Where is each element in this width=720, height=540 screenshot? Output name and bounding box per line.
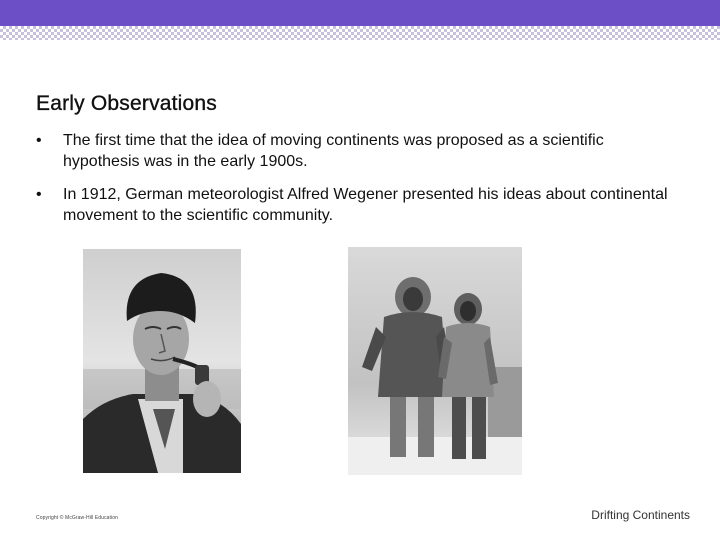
- slide-title: Early Observations: [36, 92, 218, 115]
- portrait-illustration: [83, 249, 241, 473]
- bullet-list: [36, 130, 676, 238]
- header-bar: [0, 0, 720, 26]
- bullet-marker: •: [36, 186, 42, 203]
- bullet-text: In 1912, German meteorologist Alfred Wegener presented his ideas about continental movement to the scientific community.: [63, 186, 668, 224]
- expedition-photo: [348, 247, 522, 475]
- header-dot-pattern: [0, 26, 720, 40]
- footer-section-title: Drifting Continents: [591, 508, 690, 522]
- expedition-illustration: [348, 247, 522, 475]
- bullet-item: [36, 130, 676, 172]
- bullet-marker: •: [36, 132, 42, 149]
- portrait-photo: [83, 249, 241, 473]
- bullet-item: [36, 184, 676, 226]
- copyright-notice: Copyright © McGraw-Hill Education: [36, 515, 119, 521]
- bullet-text: The first time that the idea of moving continents was proposed as a scientific hypothesis was in the early 1900s.: [63, 132, 604, 170]
